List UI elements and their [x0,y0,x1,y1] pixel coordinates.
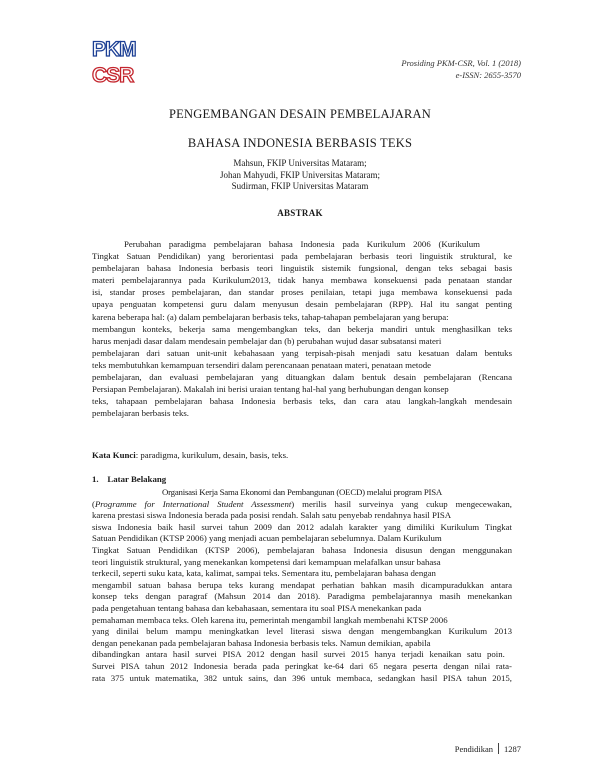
pkm-csr-logo [92,36,138,86]
body-line: Survei PISA tahun 2012 Indonesia berada pada peringkat ke-64 dari 65 negara peserta dengan nilai rata- [92,660,512,671]
pisa-expansion: Programme for International Student Assessment [94,498,292,509]
abstract-heading: ABSTRAK [277,208,323,218]
section-body [92,487,512,684]
body-line: teori linguistik struktural, yang menekankan kompetensi dari kemampuan melafalkan unsur bahasa [92,556,441,567]
body-line: mengambil satuan bahasa berupa teks kurang mendapat perhatian bahkan masih dicampuradukkan antara [92,579,512,590]
body-line: Satuan Pendidikan (KTSP 2006) yang menjadi acuan pembelajaran sebelumnya. Dalam Kurikulum [92,533,442,544]
page-footer [455,743,521,754]
proceeding-issn: e-ISSN: 2655-3570 [455,70,521,80]
abstract-line: materi pembelajarannya pada Kurikulum2013, tidak hanya membawa konsekuensi pada penataan standar [92,275,512,286]
logo-top-text: PKM [92,38,136,61]
abstract-line: upaya penguatan kompetensi guru dalam menyusun desain pembelajaran (RPP). Hal itu sangat penting [92,299,512,310]
logo-bottom-text: CSR [92,64,134,86]
abstract-line: isi, standar proses pembelajaran, dan standar proses penilaian, tetapi juga membawa konsekuensi pada [92,287,512,298]
abstract-line: teks membutuhkan kemampuan tersendiri dalam perencanaan penataan materi, penataan metode [92,359,432,370]
paren-open: ( [92,498,95,509]
body-line [92,487,512,499]
page-number: 1287 [504,743,521,754]
footer-section: Pendidikan [454,743,493,754]
body-line: dibandingkan antara hasil survei PISA 2012 dengan hasil survei 2015 hanya terjadi kenaikan satu poin. [92,649,505,660]
abstract-line: pembelajaran bahasa Indonesia berbasis teori linguistik sistemik fungsional, dengan teks sebagai basis [92,263,512,274]
keywords-label: Kata Kunci [92,450,136,460]
proceeding-info [401,57,521,81]
body-line [92,499,512,511]
abstract-line: pembelajaran berbasis teks. [92,408,189,419]
abstract-line: karena beberapa hal: (a) dalam pembelajaran berbasis teks, tahap-tahapan pembelajaran yang berupa: [92,311,449,322]
abstract-line: pembelajaran dari satuan unit-unit kebahasaan yang terpisah-pisah menjadi satu kesatuan dalam bentuks [92,347,512,358]
body-line: pada pengetahuan tentang bahasa dan kebahasaan, sementara itu soal PISA menekankan pada [92,602,422,613]
body-line: siswa Indonesia baik hasil survei tahun 2009 dan 2012 adalah karakter yang dimiliki Kurikulum Tingkat [92,521,512,532]
author-2: Johan Mahyudi, FKIP Universitas Mataram; [220,169,380,180]
abstract-line: Perubahan paradigma pembelajaran bahasa Indonesia pada Kurikulum 2006 (Kurikulum [124,239,480,249]
body-line: rata 375 untuk matematika, 382 untuk sains, dan 396 untuk membaca, sedangkan hasil PISA tahun 2015, [92,672,512,683]
keywords [92,450,512,460]
abstract-line: teks, tahapaan pembelajaran bahasa Indonesia berbasis teks, dan cara atau langkah-langkah mendesain [92,396,512,407]
body-line: dengan penekanan pada pembelajaran bahasa Indonesia berbasis teks. Namun demikian, apabila [92,637,431,648]
section-number: 1. [92,474,99,484]
paper-title-line-1: PENGEMBANGAN DESAIN PEMBELAJARAN [169,107,431,121]
body-line: terkecil, seperti suku kata, kata, kalimat, sampai teks. Sementara itu, pembelajaran bahasa dengan [92,568,436,579]
abstract-line: Persiapan Pembelajaran). Makalah ini berisi uraian tentang hal-hal yang berhubungan dengan konsep [92,384,449,395]
abstract-line: Tingkat Satuan Pendidikan) yang berorientasi pada pembelajaran berbasis teori linguistik struktural, ke [92,251,512,262]
abstract-line: pembelajaran, dan evaluasi pembelajaran yang dituangkan dalam bentuk desain pembelajaran (Rencana [92,372,512,383]
proceeding-volume: Prosiding PKM-CSR, Vol. 1 (2018) [401,58,521,68]
body-line: karena prestasi siswa Indonesia berada pada posisi rendah. Salah satu penyebab rendahnya hasil PISA [92,510,452,521]
body-line-1: Organisasi Kerja Sama Ekonomi dan Pembangunan (OECD) melalui program PISA [162,487,442,497]
body-line: yang dinilai belum mampu meningkatkan level literasi siswa dengan mengembangkan Kurikulum 2013 [92,626,512,637]
paper-title-line-2: BAHASA INDONESIA BERBASIS TEKS [187,136,413,150]
abstract-line: membangun konteks, bekerja sama mengembangkan teks, dan bekerja mandiri untuk menghasilkan teks [92,323,512,334]
section-heading [92,474,166,484]
body-line: konsep teks dengan paragraf (Mahsun 2014 dan 2018). Paradigma pembelajarannya masih menekankan [92,591,512,602]
author-1: Mahsun, FKIP Universitas Mataram; [233,158,367,168]
section-title: Latar Belakang [107,474,167,484]
author-list [0,158,600,193]
author-3: Sudirman, FKIP Universitas Mataram [231,181,369,191]
body-line-2-rest: ) merilis hasil surveinya yang cukup mengecewakan, [291,498,512,509]
keywords-text: : paradigma, kurikulum, desain, basis, teks. [135,450,289,460]
footer-divider [498,743,499,754]
body-line: pemahaman membaca teks. Oleh karena itu, pemerintah mengambil langkah membenahi KTSP 2006 [92,614,448,625]
abstract-line: harus menjadi dasar dalam mendesain pembelajar dan (b) perubahan wujud dasar subsatansi materi [92,335,442,346]
abstract-body [92,238,512,419]
body-line: Tingkat Satuan Pendidikan (KTSP 2006), pembelajaran bahasa Indonesia disusun dengan menggunakan [92,544,512,555]
